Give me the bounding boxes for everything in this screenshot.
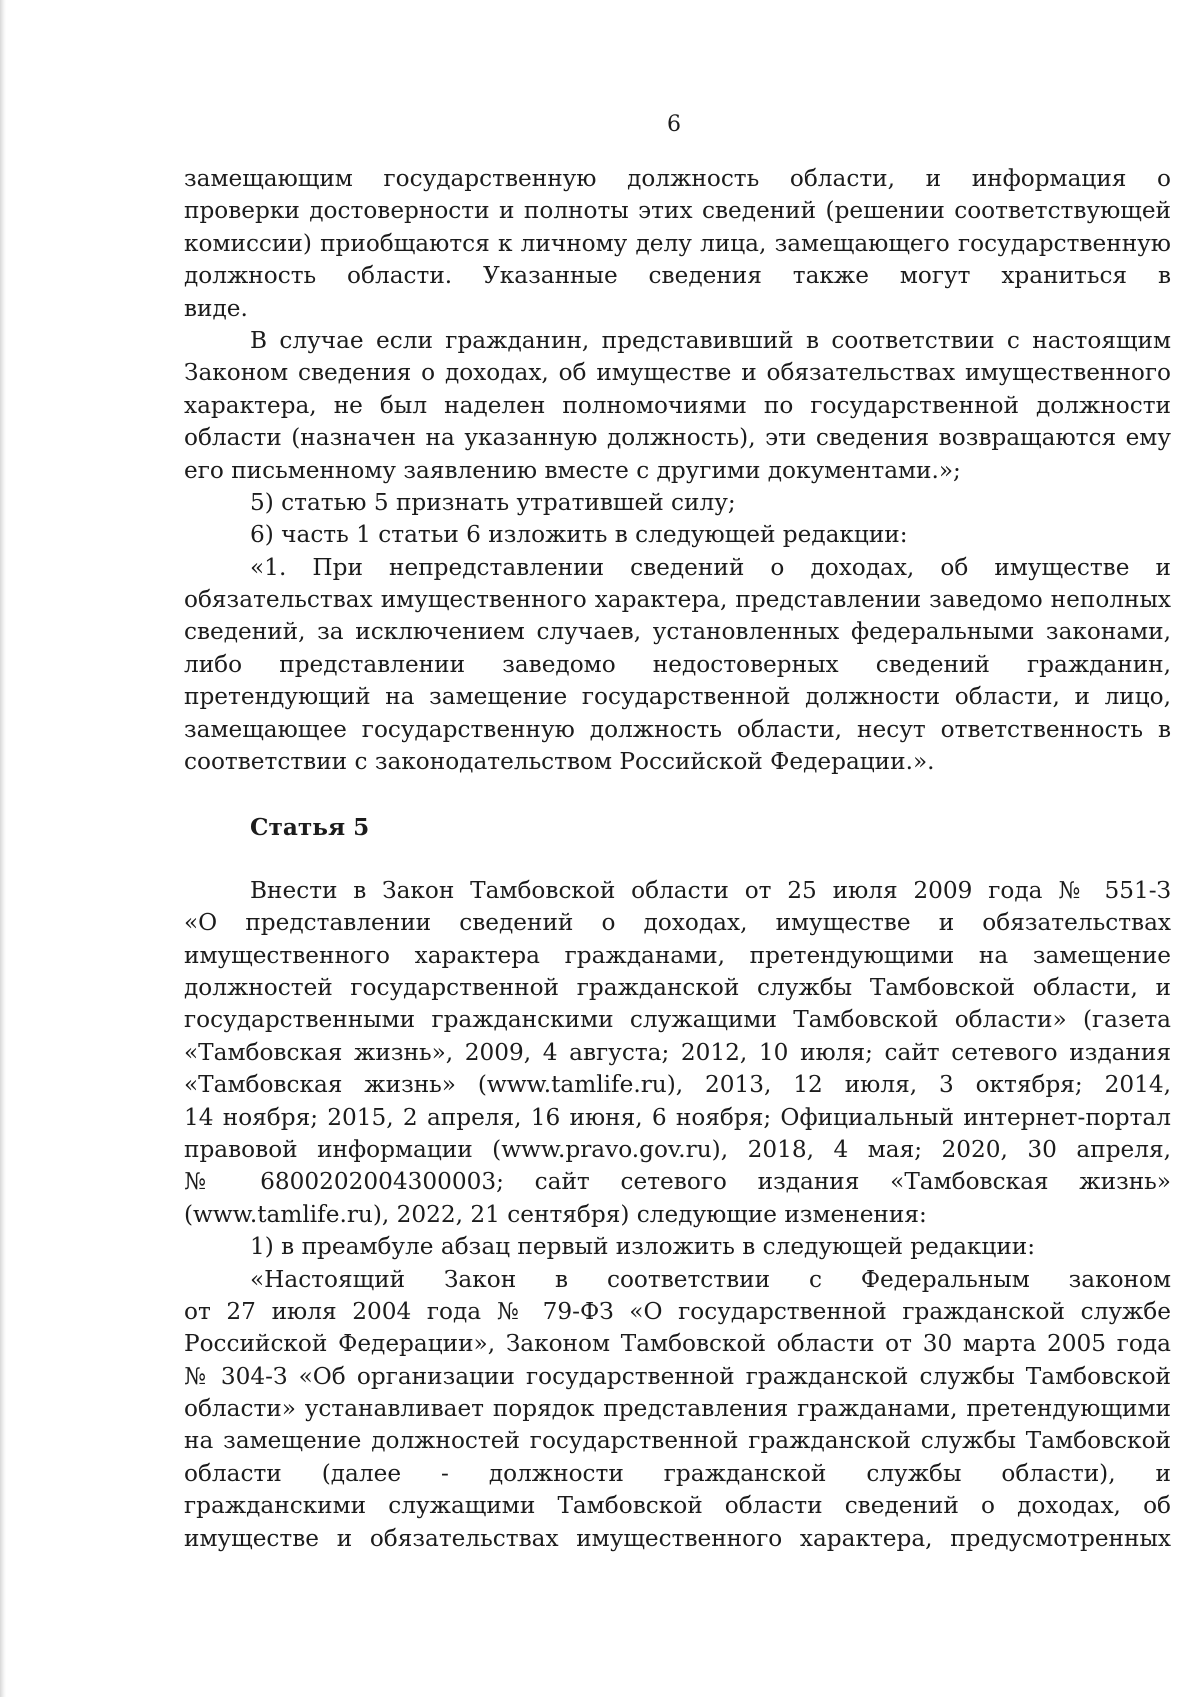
text-line: имуществе и обязательствах имущественного характера, предусмотренных <box>184 1524 1171 1552</box>
text-line: гражданскими служащими Тамбовской области сведений о доходах, об <box>184 1492 1171 1520</box>
text-line: претендующий на замещение государственной должности области, и лицо, <box>184 683 1171 711</box>
text-line: от 27 июля 2004 года № 79-ФЗ «О государственной гражданской службе <box>184 1297 1171 1325</box>
page-number: 6 <box>667 112 681 137</box>
spacer <box>184 845 1171 875</box>
list-item-1: 1) в преамбуле абзац первый изложить в следующей редакции: <box>250 1233 1036 1261</box>
text-line: характера, не был наделен полномочиями по государственной должности <box>184 391 1171 419</box>
text-line: «1. При непредставлении сведений о доходах, об имуществе и <box>250 553 1171 581</box>
text-line: либо представлении заведомо недостоверных сведений гражданин, <box>184 650 1171 678</box>
text-line: 14 ноября; 2015, 2 апреля, 16 июня, 6 ноября; Официальный интернет-портал <box>184 1103 1171 1131</box>
text-line: В случае если гражданин, представивший в соответствии с настоящим <box>250 326 1171 354</box>
text-line: Внести в Закон Тамбовской области от 25 июля 2009 года № 551-З <box>250 876 1171 904</box>
text-line: должностей государственной гражданской службы Тамбовской области, и <box>184 973 1171 1001</box>
text-line: виде. <box>184 294 248 322</box>
text-line: имущественного характера гражданами, претендующими на замещение <box>184 941 1171 969</box>
text-line: проверки достоверности и полноты этих сведений (решении соответствующей <box>184 197 1171 225</box>
text-line: области» устанавливает порядок представления гражданами, претендующими <box>184 1395 1171 1423</box>
paragraph-return-of-documents <box>184 325 1171 487</box>
spacer <box>184 778 1171 812</box>
text-line: государственными гражданскими служащими Тамбовской области» (газета <box>184 1006 1171 1034</box>
text-line: его письменному заявлению вместе с другими документами.»; <box>184 456 961 484</box>
paragraph-continuation <box>184 163 1171 325</box>
text-line: области (далее - должности гражданской службы области), и <box>184 1459 1171 1487</box>
text-line: замещающее государственную должность области, несут ответственность в <box>184 715 1171 743</box>
text-line: должность области. Указанные сведения также могут храниться в <box>184 262 1171 290</box>
text-line: «Настоящий Закон в соответствии с Федеральным законом <box>250 1265 1171 1293</box>
text-line: на замещение должностей государственной гражданской службы Тамбовской <box>184 1427 1171 1455</box>
text-line: Законом сведения о доходах, об имуществе и обязательствах имущественного <box>184 359 1171 387</box>
text-line: «О представлении сведений о доходах, имуществе и обязательствах <box>184 909 1171 937</box>
text-line: сведений, за исключением случаев, установленных федеральными законами, <box>184 618 1171 646</box>
text-line: обязательствах имущественного характера, представлении заведомо неполных <box>184 586 1171 614</box>
text-line: «Тамбовская жизнь», 2009, 4 августа; 2012, 10 июля; сайт сетевого издания <box>184 1038 1171 1066</box>
text-line: комиссии) приобщаются к личному делу лица, замещающего государственную <box>184 229 1171 257</box>
list-item-6: 6) часть 1 статьи 6 изложить в следующей редакции: <box>250 521 908 549</box>
document-body <box>184 163 1171 1555</box>
text-line: (www.tamlife.ru), 2022, 21 сентября) следующие изменения: <box>184 1200 927 1228</box>
paragraph-amendments-intro <box>184 875 1171 1231</box>
text-line: Российской Федерации», Законом Тамбовской области от 30 марта 2005 года <box>184 1330 1171 1358</box>
text-line: замещающим государственную должность области, и информация о <box>184 165 1171 192</box>
article-heading: Статья 5 <box>250 814 370 842</box>
text-line: правовой информации (www.pravo.gov.ru), 2018, 4 мая; 2020, 30 апреля, <box>184 1135 1171 1163</box>
paragraph-responsibility <box>184 552 1171 779</box>
text-line: соответствии с законодательством Российской Федерации.». <box>184 748 935 776</box>
scan-edge-shadow <box>0 0 6 1697</box>
text-line: № 304-З «Об организации государственной гражданской службы Тамбовской <box>184 1362 1171 1390</box>
text-line: «Тамбовская жизнь» (www.tamlife.ru), 2013, 12 июля, 3 октября; 2014, <box>184 1071 1171 1099</box>
paragraph-preamble-quote <box>184 1264 1171 1556</box>
text-line: № 6800202004300003; сайт сетевого издания «Тамбовская жизнь» <box>184 1168 1171 1196</box>
text-line: области (назначен на указанную должность), эти сведения возвращаются ему <box>184 424 1171 452</box>
list-item-5: 5) статью 5 признать утратившей силу; <box>250 488 736 516</box>
